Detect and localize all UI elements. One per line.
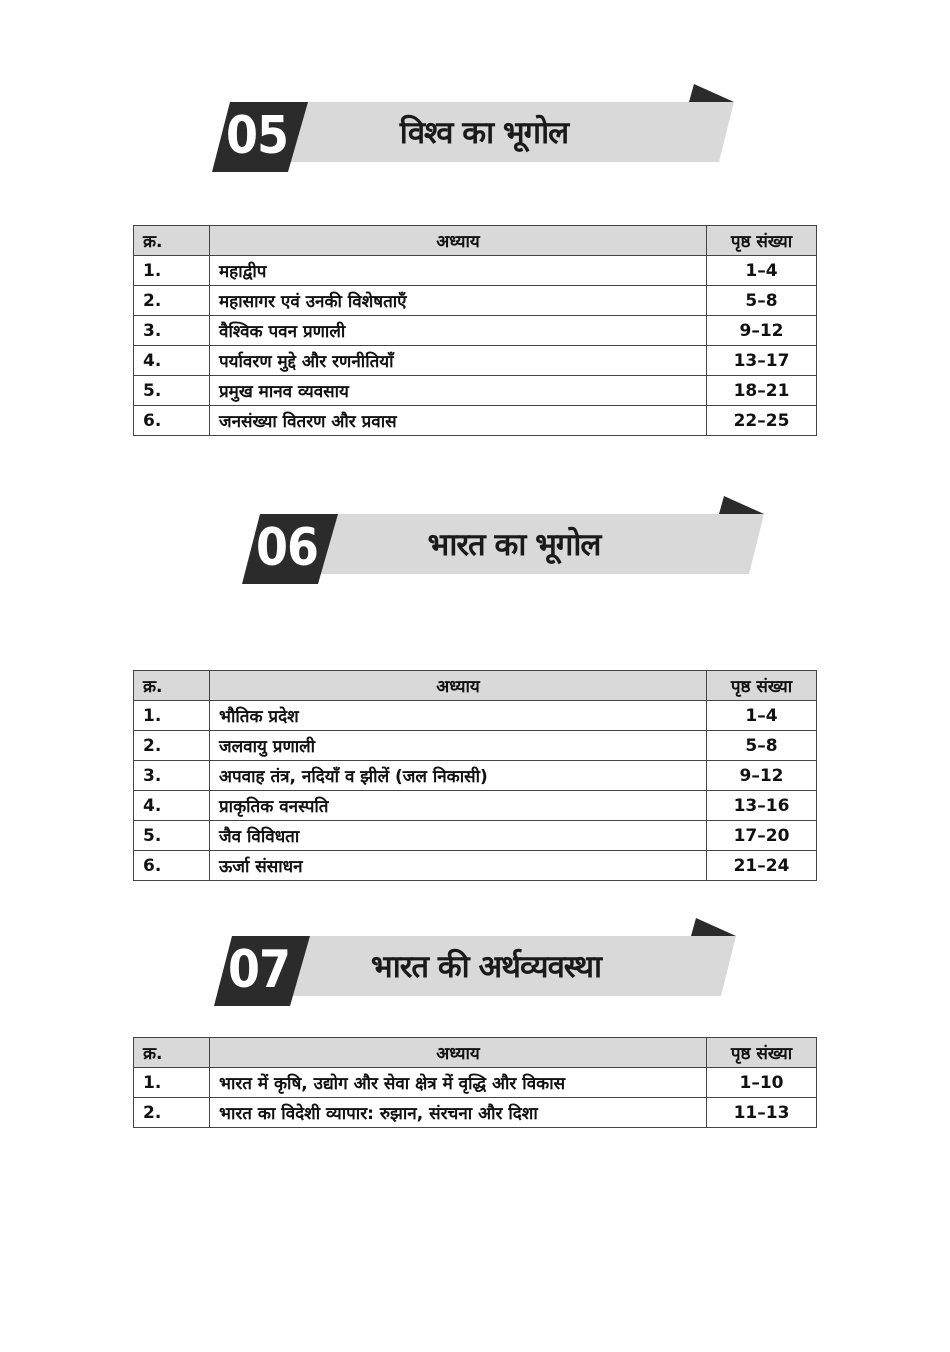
row-pages: 1–4 bbox=[707, 701, 817, 731]
table-row bbox=[134, 346, 817, 376]
section-number: 07 bbox=[227, 938, 290, 1000]
row-serial: 5. bbox=[134, 376, 210, 406]
row-chapter: महासागर एवं उनकी विशेषताएँ bbox=[210, 286, 707, 316]
header-pages: पृष्ठ संख्या bbox=[707, 671, 817, 701]
row-serial: 1. bbox=[134, 1068, 210, 1098]
table-row bbox=[134, 701, 817, 731]
row-chapter: जनसंख्या वितरण और प्रवास bbox=[210, 406, 707, 436]
toc-table-06 bbox=[133, 670, 817, 881]
row-serial: 2. bbox=[134, 286, 210, 316]
row-serial: 5. bbox=[134, 821, 210, 851]
row-serial: 2. bbox=[134, 731, 210, 761]
row-chapter: भौतिक प्रदेश bbox=[210, 701, 707, 731]
table-row bbox=[134, 1098, 817, 1128]
row-serial: 3. bbox=[134, 316, 210, 346]
row-chapter: प्रमुख मानव व्यवसाय bbox=[210, 376, 707, 406]
section-number: 05 bbox=[225, 104, 288, 166]
table-header-row bbox=[134, 671, 817, 701]
row-pages: 9–12 bbox=[707, 761, 817, 791]
row-chapter: वैश्विक पवन प्रणाली bbox=[210, 316, 707, 346]
row-pages: 5–8 bbox=[707, 286, 817, 316]
section-banner-06 bbox=[234, 494, 774, 594]
table-row bbox=[134, 851, 817, 881]
header-chapter: अध्याय bbox=[210, 226, 707, 256]
header-pages: पृष्ठ संख्या bbox=[707, 1038, 817, 1068]
table-row bbox=[134, 256, 817, 286]
row-serial: 2. bbox=[134, 1098, 210, 1128]
row-chapter: भारत का विदेशी व्यापार: रुझान, संरचना और दिशा bbox=[210, 1098, 707, 1128]
row-chapter: अपवाह तंत्र, नदियाँ व झीलें (जल निकासी) bbox=[210, 761, 707, 791]
table-row bbox=[134, 376, 817, 406]
header-serial: क्र. bbox=[134, 1038, 210, 1068]
row-chapter: पर्यावरण मुद्दे और रणनीतियाँ bbox=[210, 346, 707, 376]
header-serial: क्र. bbox=[134, 226, 210, 256]
section-title: भारत की अर्थव्यवस्था bbox=[370, 949, 602, 985]
section-title: विश्व का भूगोल bbox=[399, 115, 569, 151]
row-pages: 11–13 bbox=[707, 1098, 817, 1128]
header-serial: क्र. bbox=[134, 671, 210, 701]
row-pages: 17–20 bbox=[707, 821, 817, 851]
row-chapter: भारत में कृषि, उद्योग और सेवा क्षेत्र में वृद्धि और विकास bbox=[210, 1068, 707, 1098]
row-chapter: जलवायु प्रणाली bbox=[210, 731, 707, 761]
table-row bbox=[134, 286, 817, 316]
section-banner-05 bbox=[204, 82, 744, 182]
row-serial: 1. bbox=[134, 701, 210, 731]
row-pages: 9–12 bbox=[707, 316, 817, 346]
row-serial: 4. bbox=[134, 346, 210, 376]
row-serial: 6. bbox=[134, 406, 210, 436]
row-pages: 1–4 bbox=[707, 256, 817, 286]
table-row bbox=[134, 821, 817, 851]
section-banner-07 bbox=[206, 916, 746, 1016]
row-serial: 4. bbox=[134, 791, 210, 821]
row-pages: 18–21 bbox=[707, 376, 817, 406]
row-serial: 1. bbox=[134, 256, 210, 286]
row-pages: 13–16 bbox=[707, 791, 817, 821]
row-serial: 6. bbox=[134, 851, 210, 881]
table-row bbox=[134, 761, 817, 791]
header-chapter: अध्याय bbox=[210, 671, 707, 701]
row-pages: 22–25 bbox=[707, 406, 817, 436]
table-row bbox=[134, 1068, 817, 1098]
row-pages: 21–24 bbox=[707, 851, 817, 881]
toc-table-05 bbox=[133, 225, 817, 436]
section-title: भारत का भूगोल bbox=[427, 527, 601, 563]
table-row bbox=[134, 406, 817, 436]
header-chapter: अध्याय bbox=[210, 1038, 707, 1068]
table-row bbox=[134, 791, 817, 821]
row-chapter: जैव विविधता bbox=[210, 821, 707, 851]
table-header-row bbox=[134, 226, 817, 256]
row-serial: 3. bbox=[134, 761, 210, 791]
row-chapter: ऊर्जा संसाधन bbox=[210, 851, 707, 881]
row-chapter: प्राकृतिक वनस्पति bbox=[210, 791, 707, 821]
toc-table-07 bbox=[133, 1037, 817, 1128]
table-header-row bbox=[134, 1038, 817, 1068]
section-number: 06 bbox=[255, 516, 318, 578]
table-row bbox=[134, 731, 817, 761]
row-pages: 1–10 bbox=[707, 1068, 817, 1098]
row-pages: 5–8 bbox=[707, 731, 817, 761]
header-pages: पृष्ठ संख्या bbox=[707, 226, 817, 256]
row-chapter: महाद्वीप bbox=[210, 256, 707, 286]
row-pages: 13–17 bbox=[707, 346, 817, 376]
table-row bbox=[134, 316, 817, 346]
